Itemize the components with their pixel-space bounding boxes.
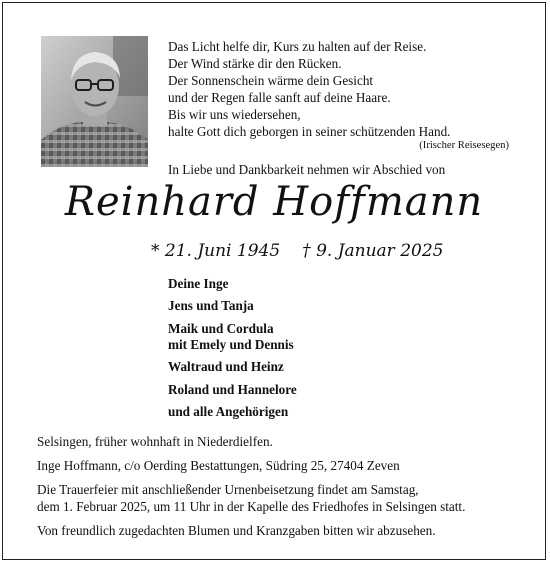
ceremony-line: dem 1. Februar 2025, um 11 Uhr in der Kapelle des Friedhofes in Selsingen statt.	[37, 498, 466, 514]
portrait-image	[41, 36, 148, 167]
mourner: Jens und Tanja	[168, 298, 254, 314]
notice-details	[37, 434, 527, 547]
death-date: † 9. Januar 2025	[302, 241, 444, 261]
mourners-list	[168, 276, 297, 426]
mourner: und alle Angehörigen	[168, 403, 289, 419]
ceremony-line: Die Trauerfeier mit anschließender Urnenbeisetzung findet am Samstag,	[37, 482, 419, 497]
mourner: mit Emely und Dennis	[168, 337, 294, 353]
contact-address: Inge Hoffmann, c/o Oerding Bestattungen, Südring 25, 27404 Zeven	[37, 458, 400, 473]
birth-date: * 21. Juni 1945	[151, 241, 281, 261]
mourner: Maik und Cordula	[168, 320, 274, 336]
obituary-notice	[2, 2, 546, 560]
mourner: Deine Inge	[168, 276, 229, 291]
life-dates	[151, 241, 443, 261]
deceased-name: Reinhard Hoffmann	[64, 179, 484, 225]
mourner: Waltraud und Heinz	[168, 359, 284, 375]
poem-line: Bis wir uns wiedersehen,	[168, 107, 301, 123]
mourner: Roland und Hannelore	[168, 381, 297, 397]
poem	[168, 38, 528, 141]
flowers-request: Von freundlich zugedachten Blumen und Kranzgaben bitten wir abzusehen.	[37, 522, 436, 538]
poem-line: Der Sonnenschein wärme dein Gesicht	[168, 73, 374, 89]
farewell-intro: In Liebe und Dankbarkeit nehmen wir Abschied von	[168, 162, 446, 177]
poem-line: und der Regen falle sanft auf deine Haare.	[168, 90, 391, 106]
poem-line: Das Licht helfe dir, Kurs zu halten auf der Reise.	[168, 39, 427, 54]
poem-line: Der Wind stärke dir den Rücken.	[168, 56, 342, 72]
ceremony-text	[37, 482, 527, 515]
poem-line: halte Gott dich geborgen in seiner schützenden Hand.	[168, 124, 451, 140]
portrait-photo	[41, 36, 148, 167]
poem-source: (Irischer Reisesegen)	[419, 140, 509, 151]
residence-text: Selsingen, früher wohnhaft in Niederdielfen.	[37, 434, 273, 449]
